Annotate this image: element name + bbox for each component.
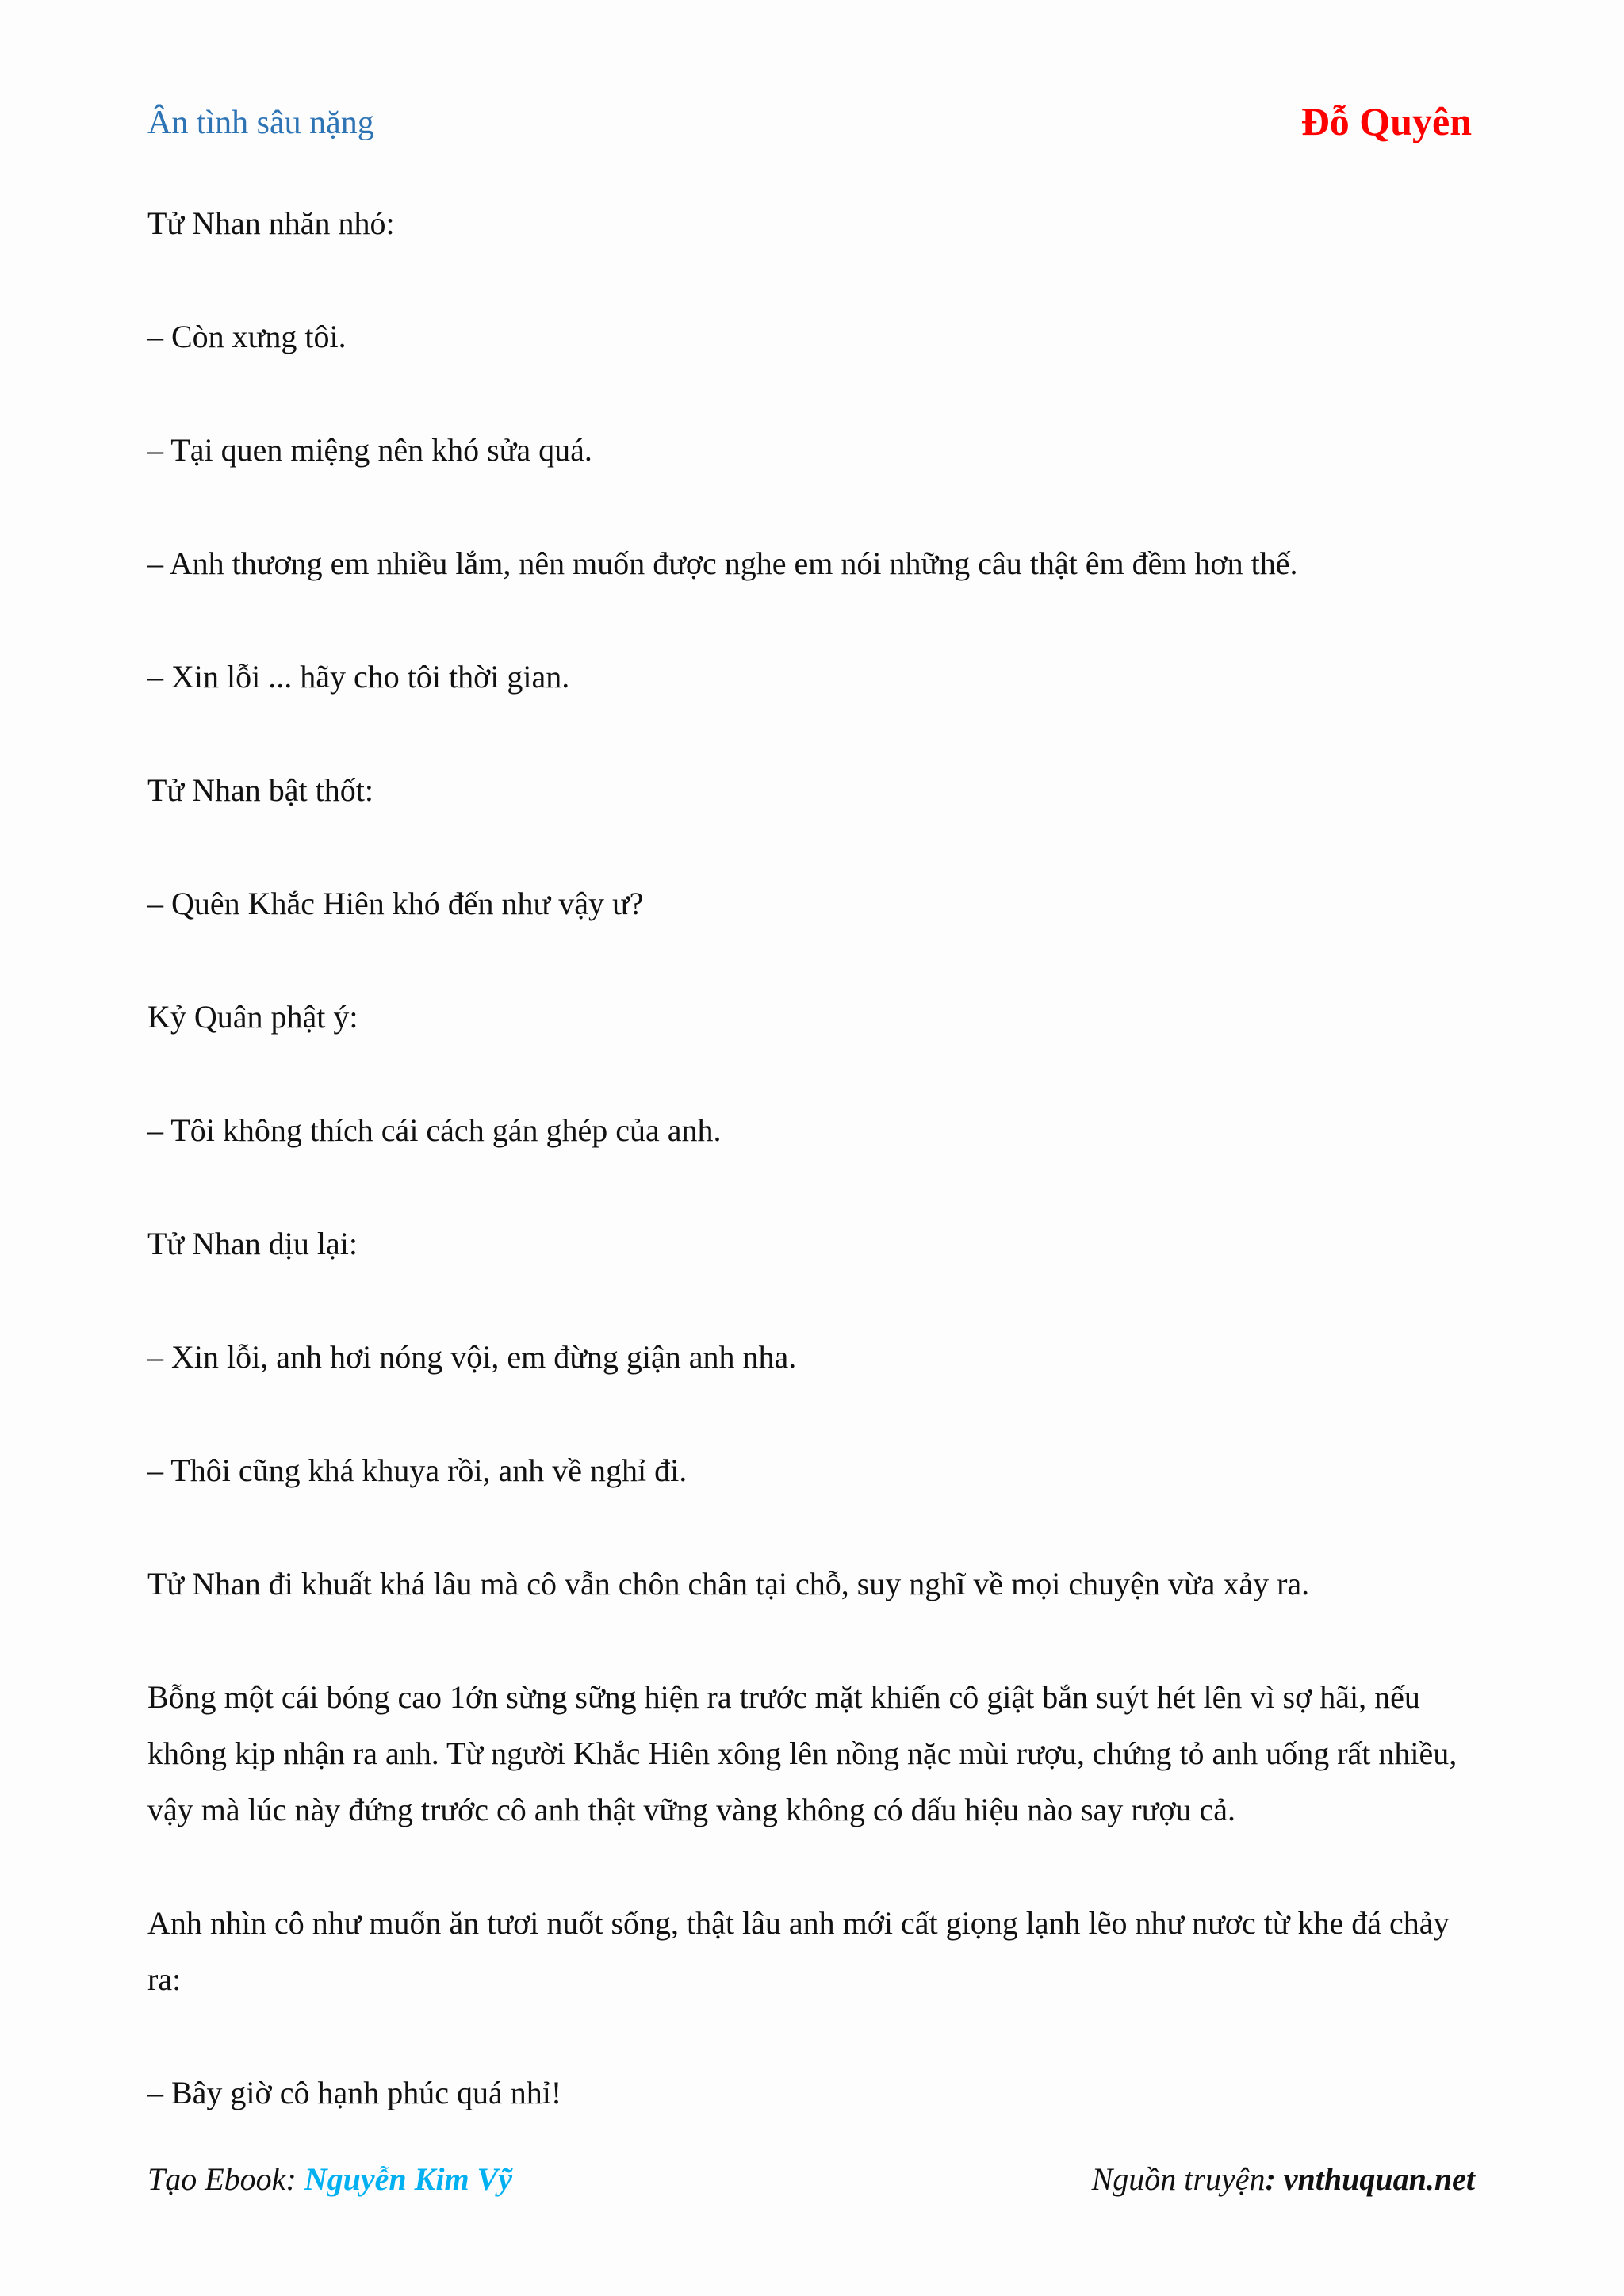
paragraph: Tử Nhan dịu lại: — [147, 1226, 358, 1261]
paragraph: Anh nhìn cô như muốn ăn tươi nuốt sống, thật lâu anh mới cất giọng lạnh lẽo như nươc từ khe đá chảy ra: — [147, 1905, 1450, 1997]
paragraph: – Xin lỗi ... hãy cho tôi thời gian. — [147, 659, 570, 695]
source-site: vnthuquan.net — [1283, 2161, 1475, 2197]
paragraph: Bỗng một cái bóng cao 1ớn sừng sững hiện ra trước mặt khiến cô giật bắn suýt hét lên vì sợ hãi, nếu không kịp nhận ra anh. Từ người Khắc Hiên xông lên nồng nặc mùi rượu, chứng tỏ anh uống rất nhiều, vậy mà lúc này đứng trước cô anh thật vững vàng không có dấu hiệu nào say rượu cả. — [147, 1679, 1457, 1827]
paragraph: – Còn xưng tôi. — [147, 319, 347, 354]
paragraph: – Xin lỗi, anh hơi nóng vội, em đừng giận anh nha. — [147, 1339, 797, 1375]
ebook-credit: Tạo Ebook: Nguyễn Kim Vỹ — [147, 2161, 512, 2197]
paragraph: Kỷ Quân phật ý: — [147, 999, 358, 1035]
paragraph: – Thôi cũng khá khuya rồi, anh về nghỉ đi. — [147, 1452, 688, 1488]
paragraph: – Anh thương em nhiều lắm, nên muốn được nghe em nói những câu thật êm đềm hơn thế. — [147, 545, 1298, 581]
paragraph: – Tôi không thích cái cách gán ghép của anh. — [147, 1112, 722, 1148]
paragraph: – Bây giờ cô hạnh phúc quá nhỉ! — [147, 2075, 562, 2110]
paragraph: – Quên Khắc Hiên khó đến như vậy ư? — [147, 886, 644, 921]
paragraph: Tử Nhan đi khuất khá lâu mà cô vẫn chôn chân tại chỗ, suy nghĩ về mọi chuyện vừa xảy ra. — [147, 1566, 1310, 1601]
ebook-label: Tạo Ebook — [147, 2161, 286, 2197]
ebook-creator: Nguyễn Kim Vỹ — [304, 2161, 512, 2197]
paragraph: Tử Nhan nhăn nhó: — [147, 205, 395, 241]
source-credit: Nguồn truyện: vnthuquan.net — [1091, 2161, 1475, 2197]
author-name: Đỗ Quyên — [1300, 99, 1472, 144]
source-label: Nguồn truyện — [1091, 2161, 1266, 2197]
story-body — [147, 195, 1477, 2178]
paragraph: – Tại quen miệng nên khó sửa quá. — [147, 432, 592, 468]
book-title: Ân tình sâu nặng — [147, 105, 374, 141]
paragraph: Tử Nhan bật thốt: — [147, 772, 373, 808]
